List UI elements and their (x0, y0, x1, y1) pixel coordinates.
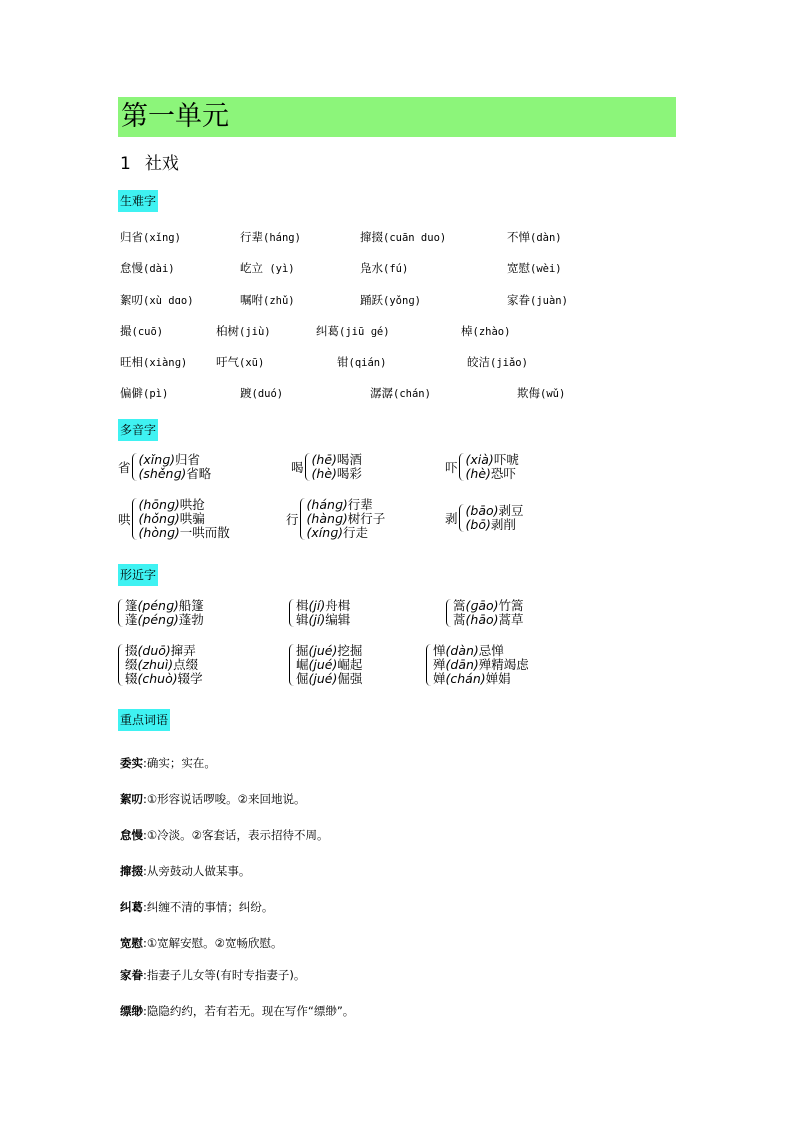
polyphone-pinyin: (hánɡ) (306, 497, 348, 512)
vocab-item (316, 323, 390, 339)
vocab-pinyin: (zhǔ) (263, 295, 295, 307)
vocab-item (240, 229, 301, 245)
polyphone-pinyin: (bāo) (465, 503, 499, 518)
vocab-item (216, 354, 264, 370)
similar-lines (433, 644, 529, 686)
similar-pinyin: (pénɡ) (137, 612, 179, 627)
vocab-pinyin: (jiū ɡé) (339, 326, 390, 338)
similar-group (289, 644, 362, 686)
similar-word: 蒿草 (498, 612, 524, 627)
polyphone-char: 吓 (445, 460, 458, 475)
vocab-word: 家眷 (507, 293, 530, 307)
definition-text: :纠缠不清的事情；纠纷。 (143, 900, 274, 914)
similar-pinyin: (ɡāo) (465, 598, 499, 613)
definition-text: :隐隐约约，若有若无。现在写作“缥缈”。 (143, 1004, 355, 1018)
definition-term: 家眷 (120, 968, 143, 982)
vocab-word: 宽慰 (507, 261, 530, 275)
brace-icon (118, 599, 124, 627)
similar-line (125, 658, 203, 672)
polyphone-pinyin: (hōnɡ) (138, 497, 180, 512)
similar-pinyin: (jué) (308, 657, 338, 672)
polyphone-char: 行 (286, 512, 299, 527)
definition-term: 委实 (120, 756, 143, 770)
polyphone-pinyin: (hǒnɡ) (138, 511, 180, 526)
polyphone-line (466, 518, 524, 532)
similar-char: 辍 (125, 671, 138, 686)
polyphone-word: 吓唬 (493, 452, 519, 467)
similar-char: 崛 (296, 657, 309, 672)
polyphone-lines (139, 498, 230, 540)
polyphone-pinyin: (shěnɡ) (138, 466, 187, 481)
similar-group (289, 599, 350, 627)
polyphone-lines (466, 453, 519, 481)
polyphone-line (312, 453, 362, 467)
similar-line (125, 672, 203, 686)
similar-pinyin: (zhuì) (137, 657, 174, 672)
vocab-item (216, 323, 271, 339)
similar-line (453, 613, 524, 627)
similar-word: 倔强 (337, 671, 363, 686)
polyphone-pinyin: (xià) (465, 452, 494, 467)
definition-item (120, 1003, 354, 1019)
polyphone-pinyin: (bō) (465, 517, 491, 532)
similar-group (118, 599, 204, 627)
vocab-pinyin: (xù dɑo) (143, 295, 194, 307)
section-tag-zhongdian: 重点词语 (118, 709, 170, 731)
definition-term: 怠慢 (120, 828, 143, 842)
lesson-name: 社戏 (144, 154, 179, 174)
similar-line (433, 658, 529, 672)
similar-char: 婵 (433, 671, 446, 686)
vocab-pinyin: (chán) (393, 388, 431, 400)
similar-line (296, 672, 362, 686)
vocab-word: 踊跃 (360, 293, 383, 307)
polyphone-lines (139, 453, 212, 481)
similar-group (118, 644, 203, 686)
definition-text: :①冷淡。②客套话，表示招待不周。 (143, 828, 329, 842)
vocab-word: 旺相 (120, 355, 143, 369)
similar-word: 婵娟 (485, 671, 511, 686)
vocab-item (120, 229, 181, 245)
vocab-pinyin: (cuān duo) (383, 232, 447, 244)
definition-term: 缥缈 (120, 1004, 143, 1018)
vocab-pinyin: (jiù) (239, 326, 271, 338)
vocab-pinyin: (zhào) (472, 326, 511, 338)
similar-char: 楫 (296, 598, 309, 613)
similar-line (125, 599, 204, 613)
vocab-word: 归省 (120, 230, 143, 244)
vocab-word: 凫水 (360, 261, 383, 275)
definition-term: 撺掇 (120, 864, 143, 878)
section-tag-xingjin: 形近字 (118, 564, 158, 586)
vocab-item (120, 354, 187, 370)
polyphone-word: 哄抢 (179, 497, 205, 512)
vocab-item (120, 260, 175, 276)
brace-icon (300, 498, 306, 540)
similar-word: 蓬勃 (178, 612, 204, 627)
polyphone-line (307, 512, 386, 526)
vocab-word: 怠慢 (120, 261, 143, 275)
vocab-word: 嘱咐 (240, 293, 263, 307)
vocab-item (240, 292, 295, 308)
vocab-item (507, 260, 562, 276)
polyphone-line (139, 453, 212, 467)
similar-pinyin: (pénɡ) (137, 598, 179, 613)
polyphone-word: 恐吓 (490, 466, 516, 481)
polyphone-group (286, 498, 385, 540)
polyphone-line (466, 504, 524, 518)
polyphone-group (291, 453, 362, 481)
polyphone-pinyin: (xǐnɡ) (138, 452, 175, 467)
vocab-item (240, 260, 295, 276)
polyphone-word: 哄骗 (179, 511, 205, 526)
similar-pinyin: (dān) (445, 657, 479, 672)
definition-text: :①形容说话啰唆。②来回地说。 (143, 792, 306, 806)
similar-char: 篙 (453, 598, 466, 613)
section-tag-shengnan: 生难字 (118, 190, 158, 212)
polyphone-line (139, 467, 212, 481)
similar-char: 倔 (296, 671, 309, 686)
similar-pinyin: (chuò) (137, 671, 178, 686)
vocab-word: 纠葛 (316, 324, 339, 338)
brace-icon (446, 599, 452, 627)
polyphone-word: 省略 (186, 466, 212, 481)
vocab-item (337, 354, 386, 370)
vocab-word: 行辈 (240, 230, 263, 244)
similar-char: 篷 (125, 598, 138, 613)
polyphone-word: 剥削 (490, 517, 516, 532)
vocab-word: 吁气 (216, 355, 239, 369)
vocab-word: 欺侮 (517, 386, 540, 400)
similar-line (433, 644, 529, 658)
vocab-pinyin: (háng) (263, 232, 301, 244)
polyphone-line (466, 467, 519, 481)
similar-lines (296, 644, 362, 686)
polyphone-lines (466, 504, 524, 532)
vocab-item (240, 385, 283, 401)
similar-char: 蒿 (453, 612, 466, 627)
polyphone-group (445, 453, 519, 481)
section-tag-duoyin: 多音字 (118, 419, 158, 441)
polyphone-word: 行走 (343, 525, 369, 540)
polyphone-pinyin: (hònɡ) (138, 525, 180, 540)
similar-word: 忌惮 (478, 643, 504, 658)
vocab-word: 撮 (120, 324, 132, 338)
vocab-item (360, 260, 408, 276)
brace-icon (289, 599, 295, 627)
definition-text: :确实；实在。 (143, 756, 216, 770)
similar-char: 蓬 (125, 612, 138, 627)
vocab-word: 屹立 (240, 261, 263, 275)
definition-item (120, 863, 250, 879)
polyphone-lines (307, 498, 386, 540)
polyphone-pinyin: (hè) (465, 466, 491, 481)
similar-lines (125, 599, 204, 627)
brace-icon (426, 644, 432, 686)
definition-item (120, 827, 329, 843)
definition-item (120, 791, 306, 807)
polyphone-line (307, 526, 386, 540)
definition-term: 宽慰 (120, 936, 143, 950)
similar-line (125, 644, 203, 658)
similar-word: 舟楫 (325, 598, 351, 613)
vocab-pinyin: (qián) (348, 357, 387, 369)
polyphone-char: 省 (118, 460, 131, 475)
similar-pinyin: (dàn) (445, 643, 479, 658)
similar-word: 船篷 (178, 598, 204, 613)
polyphone-line (307, 498, 386, 512)
definition-item (120, 899, 273, 915)
polyphone-pinyin: (hànɡ) (306, 511, 348, 526)
similar-pinyin: (duō) (137, 643, 171, 658)
similar-pinyin: (jué) (308, 643, 338, 658)
similar-char: 掇 (125, 643, 138, 658)
vocab-pinyin: (dàn) (530, 232, 562, 244)
vocab-item (507, 229, 562, 245)
vocab-word: 皎洁 (467, 355, 490, 369)
vocab-pinyin: (jiǎo) (490, 357, 528, 369)
similar-line (125, 613, 204, 627)
polyphone-word: 一哄而散 (179, 525, 230, 540)
vocab-item (507, 292, 568, 308)
similar-group (426, 644, 529, 686)
vocab-word: 撺掇 (360, 230, 383, 244)
similar-line (296, 658, 362, 672)
brace-icon (289, 644, 295, 686)
polyphone-word: 喝彩 (336, 466, 362, 481)
polyphone-group (118, 498, 230, 540)
similar-word: 辍学 (177, 671, 203, 686)
vocab-item (467, 354, 528, 370)
similar-word: 殚精竭虑 (478, 657, 529, 672)
similar-char: 辑 (296, 612, 309, 627)
vocab-pinyin: (dài) (143, 263, 175, 275)
lesson-title (120, 149, 179, 174)
vocab-pinyin: (fú) (383, 263, 409, 275)
polyphone-group (445, 504, 524, 532)
brace-icon (459, 504, 465, 532)
definition-item (120, 755, 216, 771)
vocab-item (360, 229, 446, 245)
vocab-word: 桕树 (216, 324, 239, 338)
vocab-word: 踱 (240, 386, 252, 400)
similar-line (433, 672, 529, 686)
polyphone-line (139, 498, 230, 512)
vocab-pinyin: (wèi) (530, 263, 562, 275)
definition-term: 纠葛 (120, 900, 143, 914)
polyphone-word: 行辈 (347, 497, 373, 512)
similar-line (296, 599, 350, 613)
vocab-item (120, 323, 163, 339)
polyphone-line (312, 467, 362, 481)
similar-word: 挖掘 (337, 643, 363, 658)
vocab-word: 偏僻 (120, 386, 143, 400)
brace-icon (305, 453, 311, 481)
vocab-word: 絮叨 (120, 293, 143, 307)
vocab-word: 不惮 (507, 230, 530, 244)
brace-icon (132, 453, 138, 481)
polyphone-pinyin: (hē) (311, 452, 337, 467)
definition-text: :①宽解安慰。②宽畅欣慰。 (143, 936, 283, 950)
similar-lines (125, 644, 203, 686)
similar-word: 点缀 (173, 657, 199, 672)
vocab-word: 钳 (337, 355, 349, 369)
similar-pinyin: (chán) (445, 671, 486, 686)
vocab-pinyin: (juàn) (530, 295, 568, 307)
definition-term: 絮叨 (120, 792, 143, 806)
similar-word: 崛起 (337, 657, 363, 672)
vocab-pinyin: (pì) (143, 388, 169, 400)
similar-char: 掘 (296, 643, 309, 658)
similar-lines (453, 599, 524, 627)
vocab-item (461, 323, 510, 339)
definition-item (120, 967, 305, 983)
polyphone-pinyin: (hè) (311, 466, 337, 481)
polyphone-word: 剥豆 (498, 503, 524, 518)
vocab-pinyin: (yǒnɡ) (383, 295, 421, 307)
polyphone-lines (312, 453, 362, 481)
brace-icon (132, 498, 138, 540)
vocab-pinyin: (yì) (263, 263, 295, 275)
polyphone-word: 喝酒 (336, 452, 362, 467)
polyphone-char: 哄 (118, 512, 131, 527)
vocab-word: 棹 (461, 324, 473, 338)
similar-lines (296, 599, 350, 627)
polyphone-line (466, 453, 519, 467)
similar-pinyin: (hāo) (465, 612, 499, 627)
vocab-word: 潺潺 (370, 386, 393, 400)
polyphone-group (118, 453, 211, 481)
similar-line (296, 613, 350, 627)
vocab-pinyin: (xǐng) (143, 232, 181, 244)
similar-pinyin: (jí) (308, 598, 326, 613)
vocab-item (120, 292, 194, 308)
similar-word: 编辑 (325, 612, 351, 627)
polyphone-word: 树行子 (347, 511, 386, 526)
definition-item (120, 935, 283, 951)
vocab-item (120, 385, 168, 401)
similar-char: 惮 (433, 643, 446, 658)
vocab-pinyin: (xū) (239, 357, 265, 369)
vocab-pinyin: (duó) (251, 388, 284, 400)
brace-icon (459, 453, 465, 481)
unit-title: 第一单元 (118, 97, 676, 137)
vocab-item (517, 385, 565, 401)
similar-line (453, 599, 524, 613)
polyphone-pinyin: (xínɡ) (306, 525, 343, 540)
vocab-pinyin: (wǔ) (540, 388, 566, 400)
similar-pinyin: (jué) (308, 671, 338, 686)
polyphone-char: 喝 (291, 460, 304, 475)
definition-text: :从旁鼓动人做某事。 (143, 864, 251, 878)
vocab-item (360, 292, 421, 308)
similar-word: 撺弄 (170, 643, 196, 658)
similar-word: 竹篙 (498, 598, 524, 613)
similar-group (446, 599, 524, 627)
polyphone-line (139, 526, 230, 540)
similar-char: 缀 (125, 657, 138, 672)
similar-char: 殚 (433, 657, 446, 672)
brace-icon (118, 644, 124, 686)
similar-pinyin: (jí) (308, 612, 326, 627)
vocab-pinyin: (xiànɡ) (143, 357, 188, 369)
definition-text: :指妻子儿女等(有时专指妻子)。 (143, 968, 306, 982)
vocab-item (370, 385, 431, 401)
polyphone-char: 剥 (445, 511, 458, 526)
similar-line (296, 644, 362, 658)
lesson-number: 1 (120, 154, 131, 174)
vocab-pinyin: (cuō) (131, 326, 164, 338)
polyphone-line (139, 512, 230, 526)
polyphone-word: 归省 (175, 452, 201, 467)
